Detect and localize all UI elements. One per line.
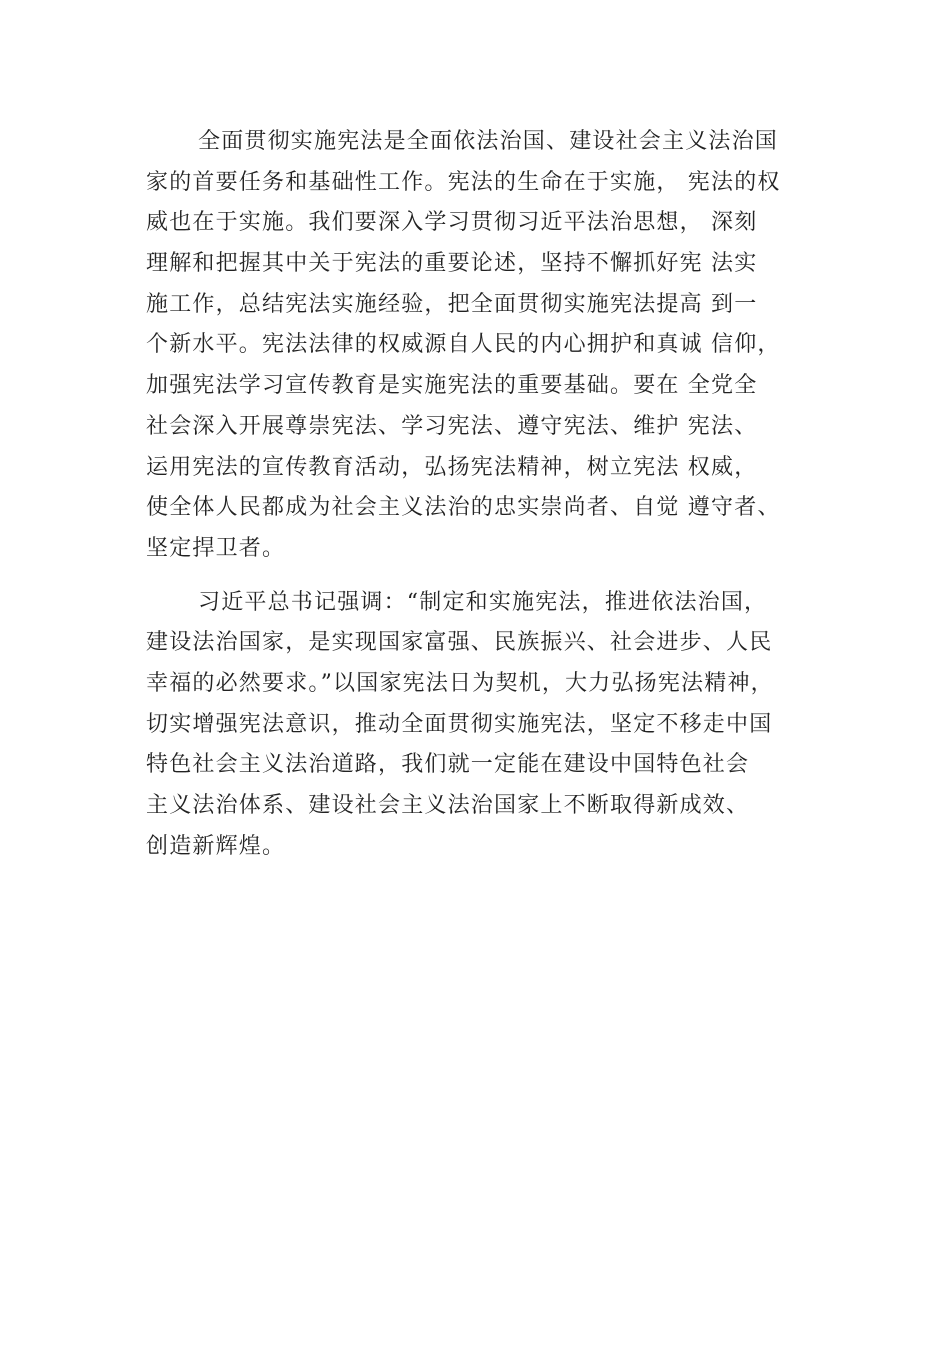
paragraph-line: 坚定捍卫者。 xyxy=(146,535,286,561)
paragraph-line: 创造新辉煌。 xyxy=(146,833,286,859)
paragraph-1 xyxy=(146,122,816,570)
paragraph-2 xyxy=(146,583,816,868)
paragraph-line: 切实增强宪法意识，推动全面贯彻实施宪法，坚定不移走中国 xyxy=(146,711,773,737)
paragraph-line: 个新水平。宪法法律的权威源自人民的内心拥护和真诚 信仰， xyxy=(146,332,781,358)
paragraph-line: 家的首要任务和基础性工作。宪法的生命在于实施， 宪法的权 xyxy=(146,169,781,195)
paragraph-line: 习近平总书记强调：“制定和实施宪法，推进依法治国， xyxy=(198,589,768,615)
document-body xyxy=(146,122,816,867)
paragraph-line: 社会深入开展尊崇宪法、学习宪法、遵守宪法、维护 宪法、 xyxy=(146,413,758,439)
paragraph-line: 建设法治国家，是实现国家富强、民族振兴、社会进步、人民 xyxy=(146,630,773,656)
paragraph-line: 幸福的必然要求。”以国家宪法日为契机，大力弘扬宪法精神， xyxy=(146,670,774,696)
paragraph-line: 运用宪法的宣传教育活动，弘扬宪法精神，树立宪法 权威， xyxy=(146,454,758,480)
paragraph-line: 特色社会主义法治道路，我们就一定能在建设中国特色社会 xyxy=(146,752,750,778)
paragraph-line: 理解和把握其中关于宪法的重要论述，坚持不懈抓好宪 法实 xyxy=(146,251,758,277)
paragraph-spacer xyxy=(146,570,816,583)
paragraph-line: 施工作，总结宪法实施经验，把全面贯彻实施宪法提高 到一 xyxy=(146,291,758,317)
paragraph-line: 主义法治体系、建设社会主义法治国家上不断取得新成效、 xyxy=(146,793,750,818)
paragraph-line: 威也在于实施。我们要深入学习贯彻习近平法治思想， 深刻 xyxy=(146,210,758,236)
paragraph-line: 使全体人民都成为社会主义法治的忠实崇尚者、自觉 遵守者、 xyxy=(146,495,781,521)
paragraph-line: 加强宪法学习宣传教育是实施宪法的重要基础。要在 全党全 xyxy=(146,373,758,399)
paragraph-line: 全面贯彻实施宪法是全面依法治国、建设社会主义法治国 xyxy=(198,129,779,154)
